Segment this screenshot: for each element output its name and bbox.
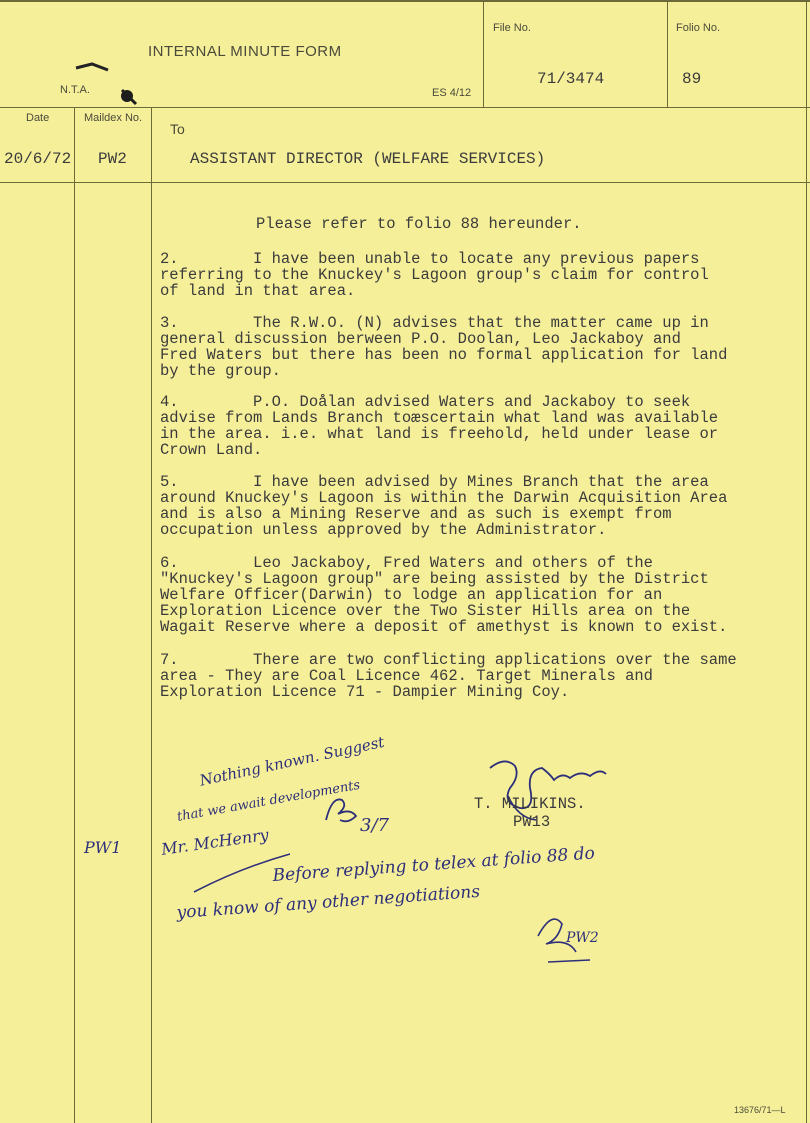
paragraph-3: 3. The R.W.O. (N) advises that the matter came up in general discussion berween P.O. Doolan, Leo Jackaboy and Fred Waters but there has been no formal application for land by the group. (160, 314, 728, 380)
signature-icon (480, 748, 630, 831)
signatory-name: T. MILIKINS. (474, 795, 586, 813)
to-label: To (170, 121, 185, 137)
handwritten-note-line-2: that we await developments (176, 777, 362, 825)
handwritten-sign-flourish-icon (528, 900, 598, 970)
file-no-value: 71/3474 (537, 70, 605, 88)
handwritten-note-line-1: Nothing known. Suggest (198, 732, 386, 790)
handwritten-sign: PW2 (566, 930, 599, 946)
folio-no-label: Folio No. (676, 22, 721, 34)
maildex-label: Maildex No. (84, 112, 143, 124)
date-value: 20/6/72 (4, 150, 72, 168)
addressee: ASSISTANT DIRECTOR (WELFARE SERVICES) (190, 150, 546, 168)
handwritten-note-date: 3/7 (360, 815, 389, 836)
top-border (0, 0, 810, 2)
right-border (806, 0, 807, 1123)
file-no-label: File No. (493, 22, 531, 34)
form-number: 13676/71—L (734, 1105, 786, 1115)
form-title: INTERNAL MINUTE FORM (148, 43, 342, 60)
header-divider-file (483, 0, 484, 107)
handwritten-addressee: Mr. McHenry (160, 824, 270, 859)
handwritten-note-main-1: Before replying to telex at folio 88 do (272, 843, 596, 886)
column-divider-date (74, 107, 75, 1123)
paragraph-5: 5. I have been advised by Mines Branch that the area around Knuckey's Lagoon is within the Darwin Acquisition Area and is also a Mining Reserve and as such is exempt from occupation unless approved by the Administrator. (160, 473, 728, 539)
paragraph-2: 2. I have been unable to locate any previous papers referring to the Knuckey's Lagoon group's claim for control of land in that area. (160, 250, 709, 300)
date-label: Date (26, 112, 50, 124)
paragraph-7: 7. There are two conflicting applications over the same area - They are Coal Licence 462. Target Minerals and Exploration Licence 71 - Dampier Mining Coy. (160, 651, 737, 701)
folio-no-value: 89 (682, 70, 702, 88)
intro-line: Please refer to folio 88 hereunder. (256, 215, 582, 233)
form-code: ES 4/12 (432, 87, 472, 99)
paragraph-6: 6. Leo Jackaboy, Fred Waters and others of the "Knuckey's Lagoon group" are being assisted by the District Welfare Officer(Darwin) to lodge an application for an Exploration Licence over the Two Sister Hills area on the Wagait Reserve where a deposit of amethyst is known to exist. (160, 554, 728, 636)
org-label: N.T.A. (60, 84, 90, 96)
header-divider-folio (667, 0, 668, 107)
paragraph-4: 4. P.O. Doålan advised Waters and Jackaboy to seek advise from Lands Branch toæscertain what land was available in the area. i.e. what land is freehold, held under lease or Crown Land. (160, 393, 719, 459)
columns-header-rule (0, 182, 810, 183)
maildex-handwritten: PW1 (84, 838, 122, 857)
staple-mark-icon (74, 58, 154, 110)
maildex-value: PW2 (98, 150, 127, 168)
handwritten-note-main-2: you know of any other negotiations (176, 881, 481, 923)
initials-icon (320, 790, 365, 830)
column-divider-maildex (151, 107, 152, 1123)
signatory-code: PW13 (513, 813, 551, 831)
